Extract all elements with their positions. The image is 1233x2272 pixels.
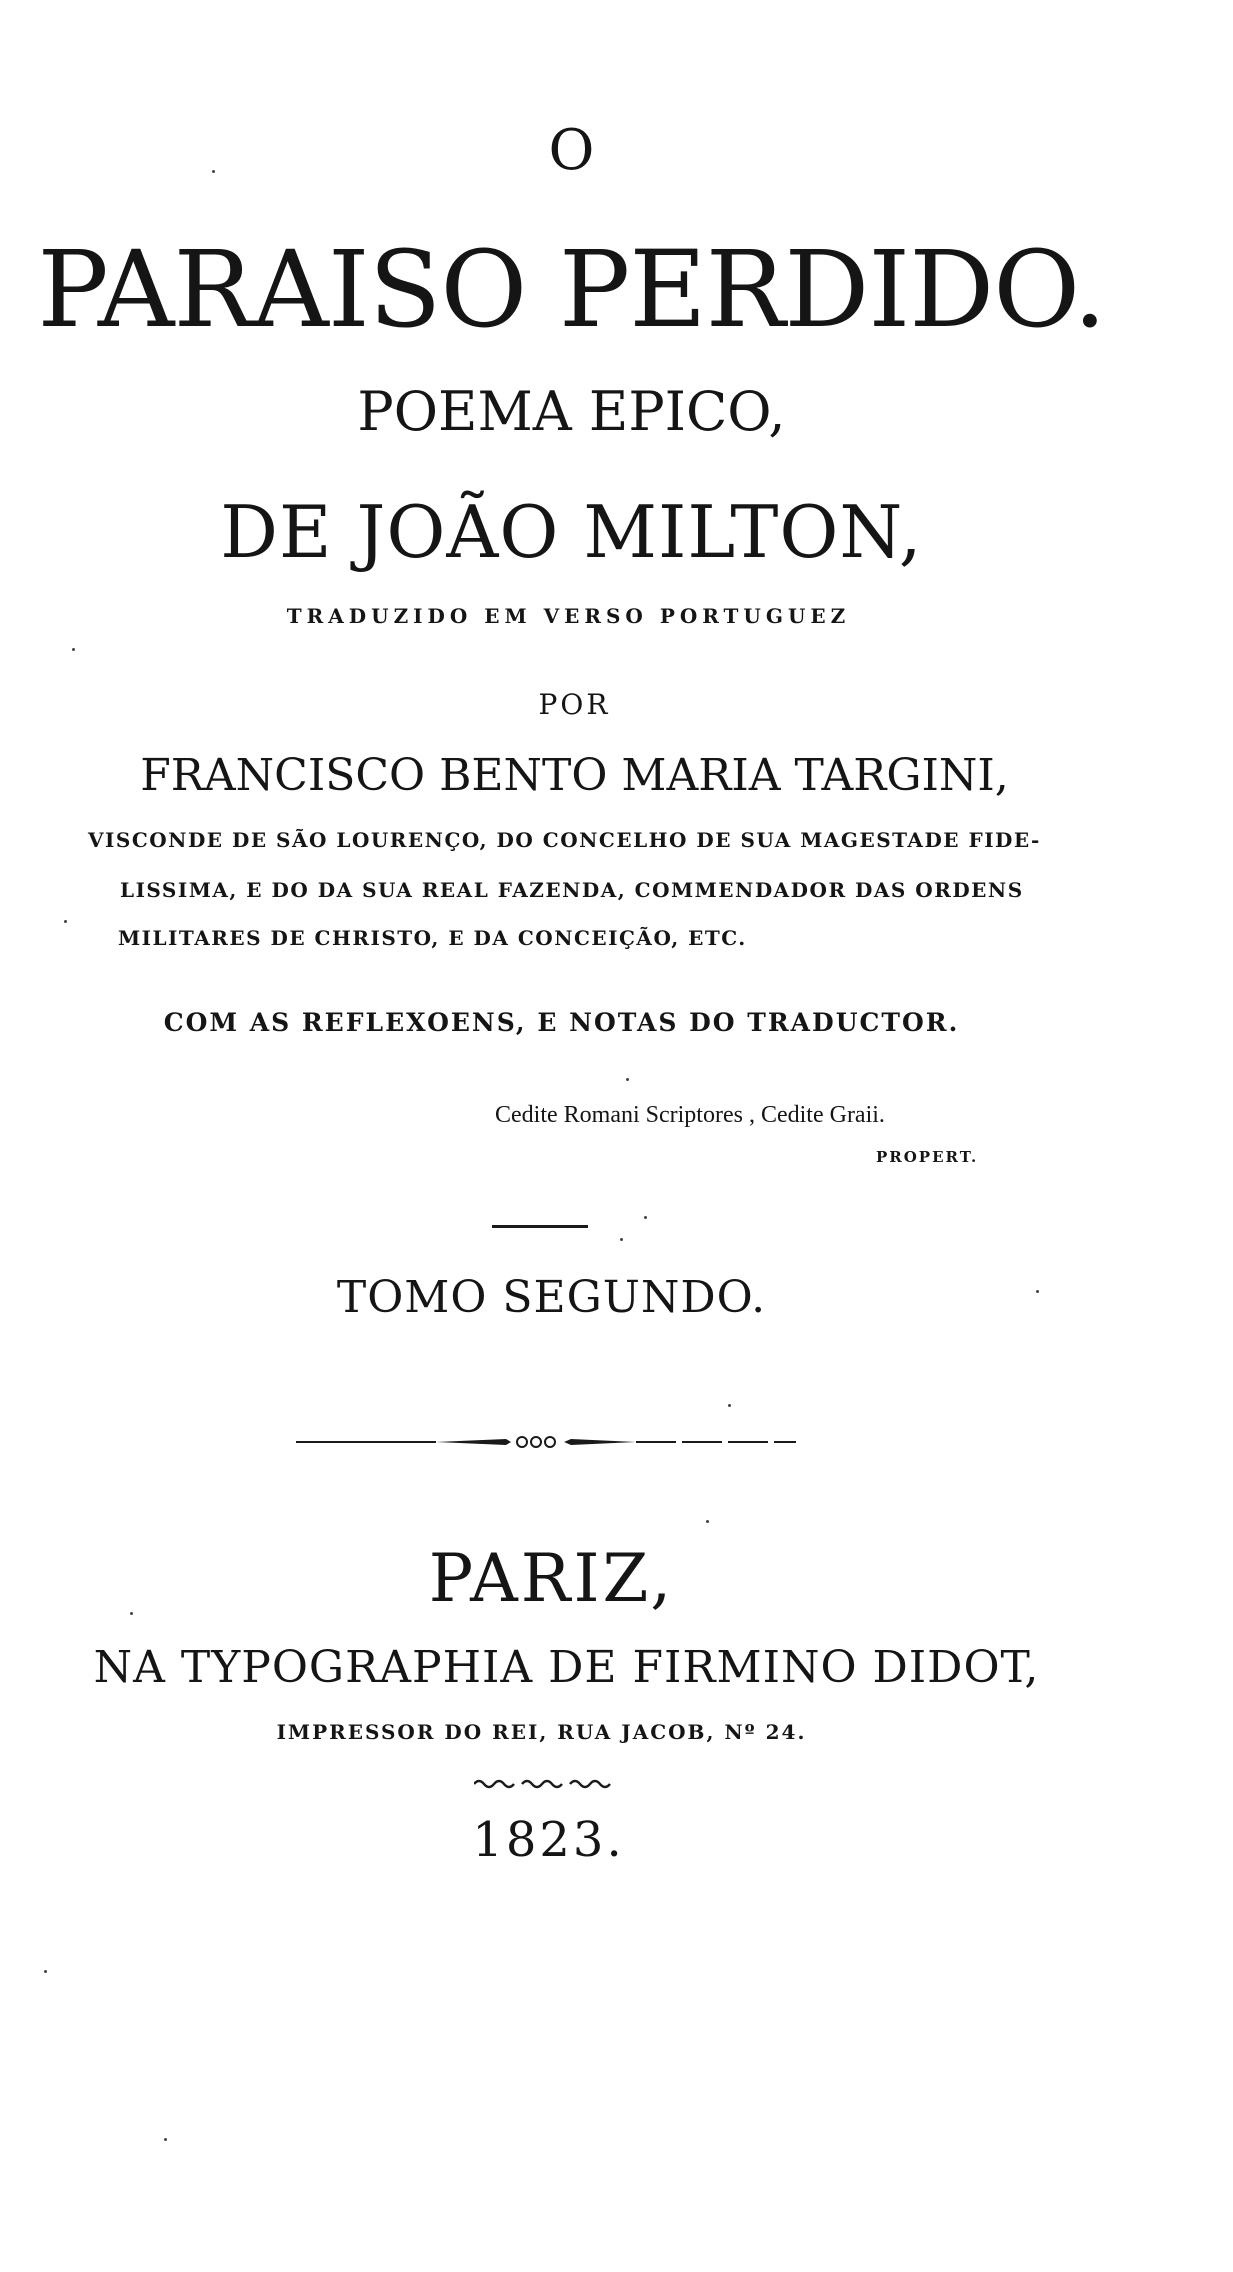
place-of-publication: PARIZ,: [428, 1540, 675, 1617]
book-title: PARAISO PERDIDO.: [37, 228, 1106, 351]
reflections-note: COM AS REFLEXOENS, E NOTAS DO TRADUCTOR.: [163, 1008, 960, 1037]
paper-speck: [620, 1238, 623, 1241]
paper-speck: [1036, 1290, 1039, 1293]
publication-year: 1823.: [472, 1812, 625, 1868]
by-line: POR: [538, 688, 611, 721]
translator-titles-line-1: VISCONDE DE SÃO LOURENÇO, DO CONCELHO DE SUA MAGESTADE FIDE-: [88, 828, 1041, 852]
author-line: DE JOÃO MILTON,: [220, 490, 923, 574]
paper-speck: [130, 1612, 133, 1615]
epigraph: Cedite Romani Scriptores , Cedite Graii.: [495, 1102, 885, 1128]
printer-name: NA TYPOGRAPHIA DE FIRMINO DIDOT,: [93, 1642, 1040, 1693]
paper-speck: [644, 1216, 647, 1219]
paper-speck: [72, 648, 75, 651]
paper-speck: [44, 1970, 47, 1973]
paper-speck: [706, 1520, 709, 1523]
paper-speck: [64, 920, 67, 923]
translator-name: FRANCISCO BENTO MARIA TARGINI,: [140, 750, 1009, 801]
paper-speck: [728, 1404, 731, 1407]
title-article: O: [548, 118, 595, 183]
translation-note: TRADUZIDO EM VERSO PORTUGUEZ: [286, 604, 851, 628]
ornamental-divider: [296, 1430, 796, 1454]
paper-speck: [164, 2138, 167, 2141]
translator-titles-line-3: MILITARES DE CHRISTO, E DA CONCEIÇÃO, ETC.: [118, 926, 747, 950]
divider-rule: [492, 1225, 588, 1228]
volume-label: TOMO SEGUNDO.: [336, 1272, 767, 1323]
translator-titles-line-2: LISSIMA, E DO DA SUA REAL FAZENDA, COMMENDADOR DAS ORDENS: [120, 878, 1024, 902]
printer-address: IMPRESSOR DO REI, RUA JACOB, Nº 24.: [276, 1720, 807, 1744]
paper-speck: [212, 170, 215, 173]
paper-speck: [626, 1078, 629, 1081]
epigraph-attribution: PROPERT.: [876, 1148, 979, 1166]
book-subtitle: POEMA EPICO,: [357, 380, 786, 443]
wavy-ornament: [474, 1778, 614, 1790]
